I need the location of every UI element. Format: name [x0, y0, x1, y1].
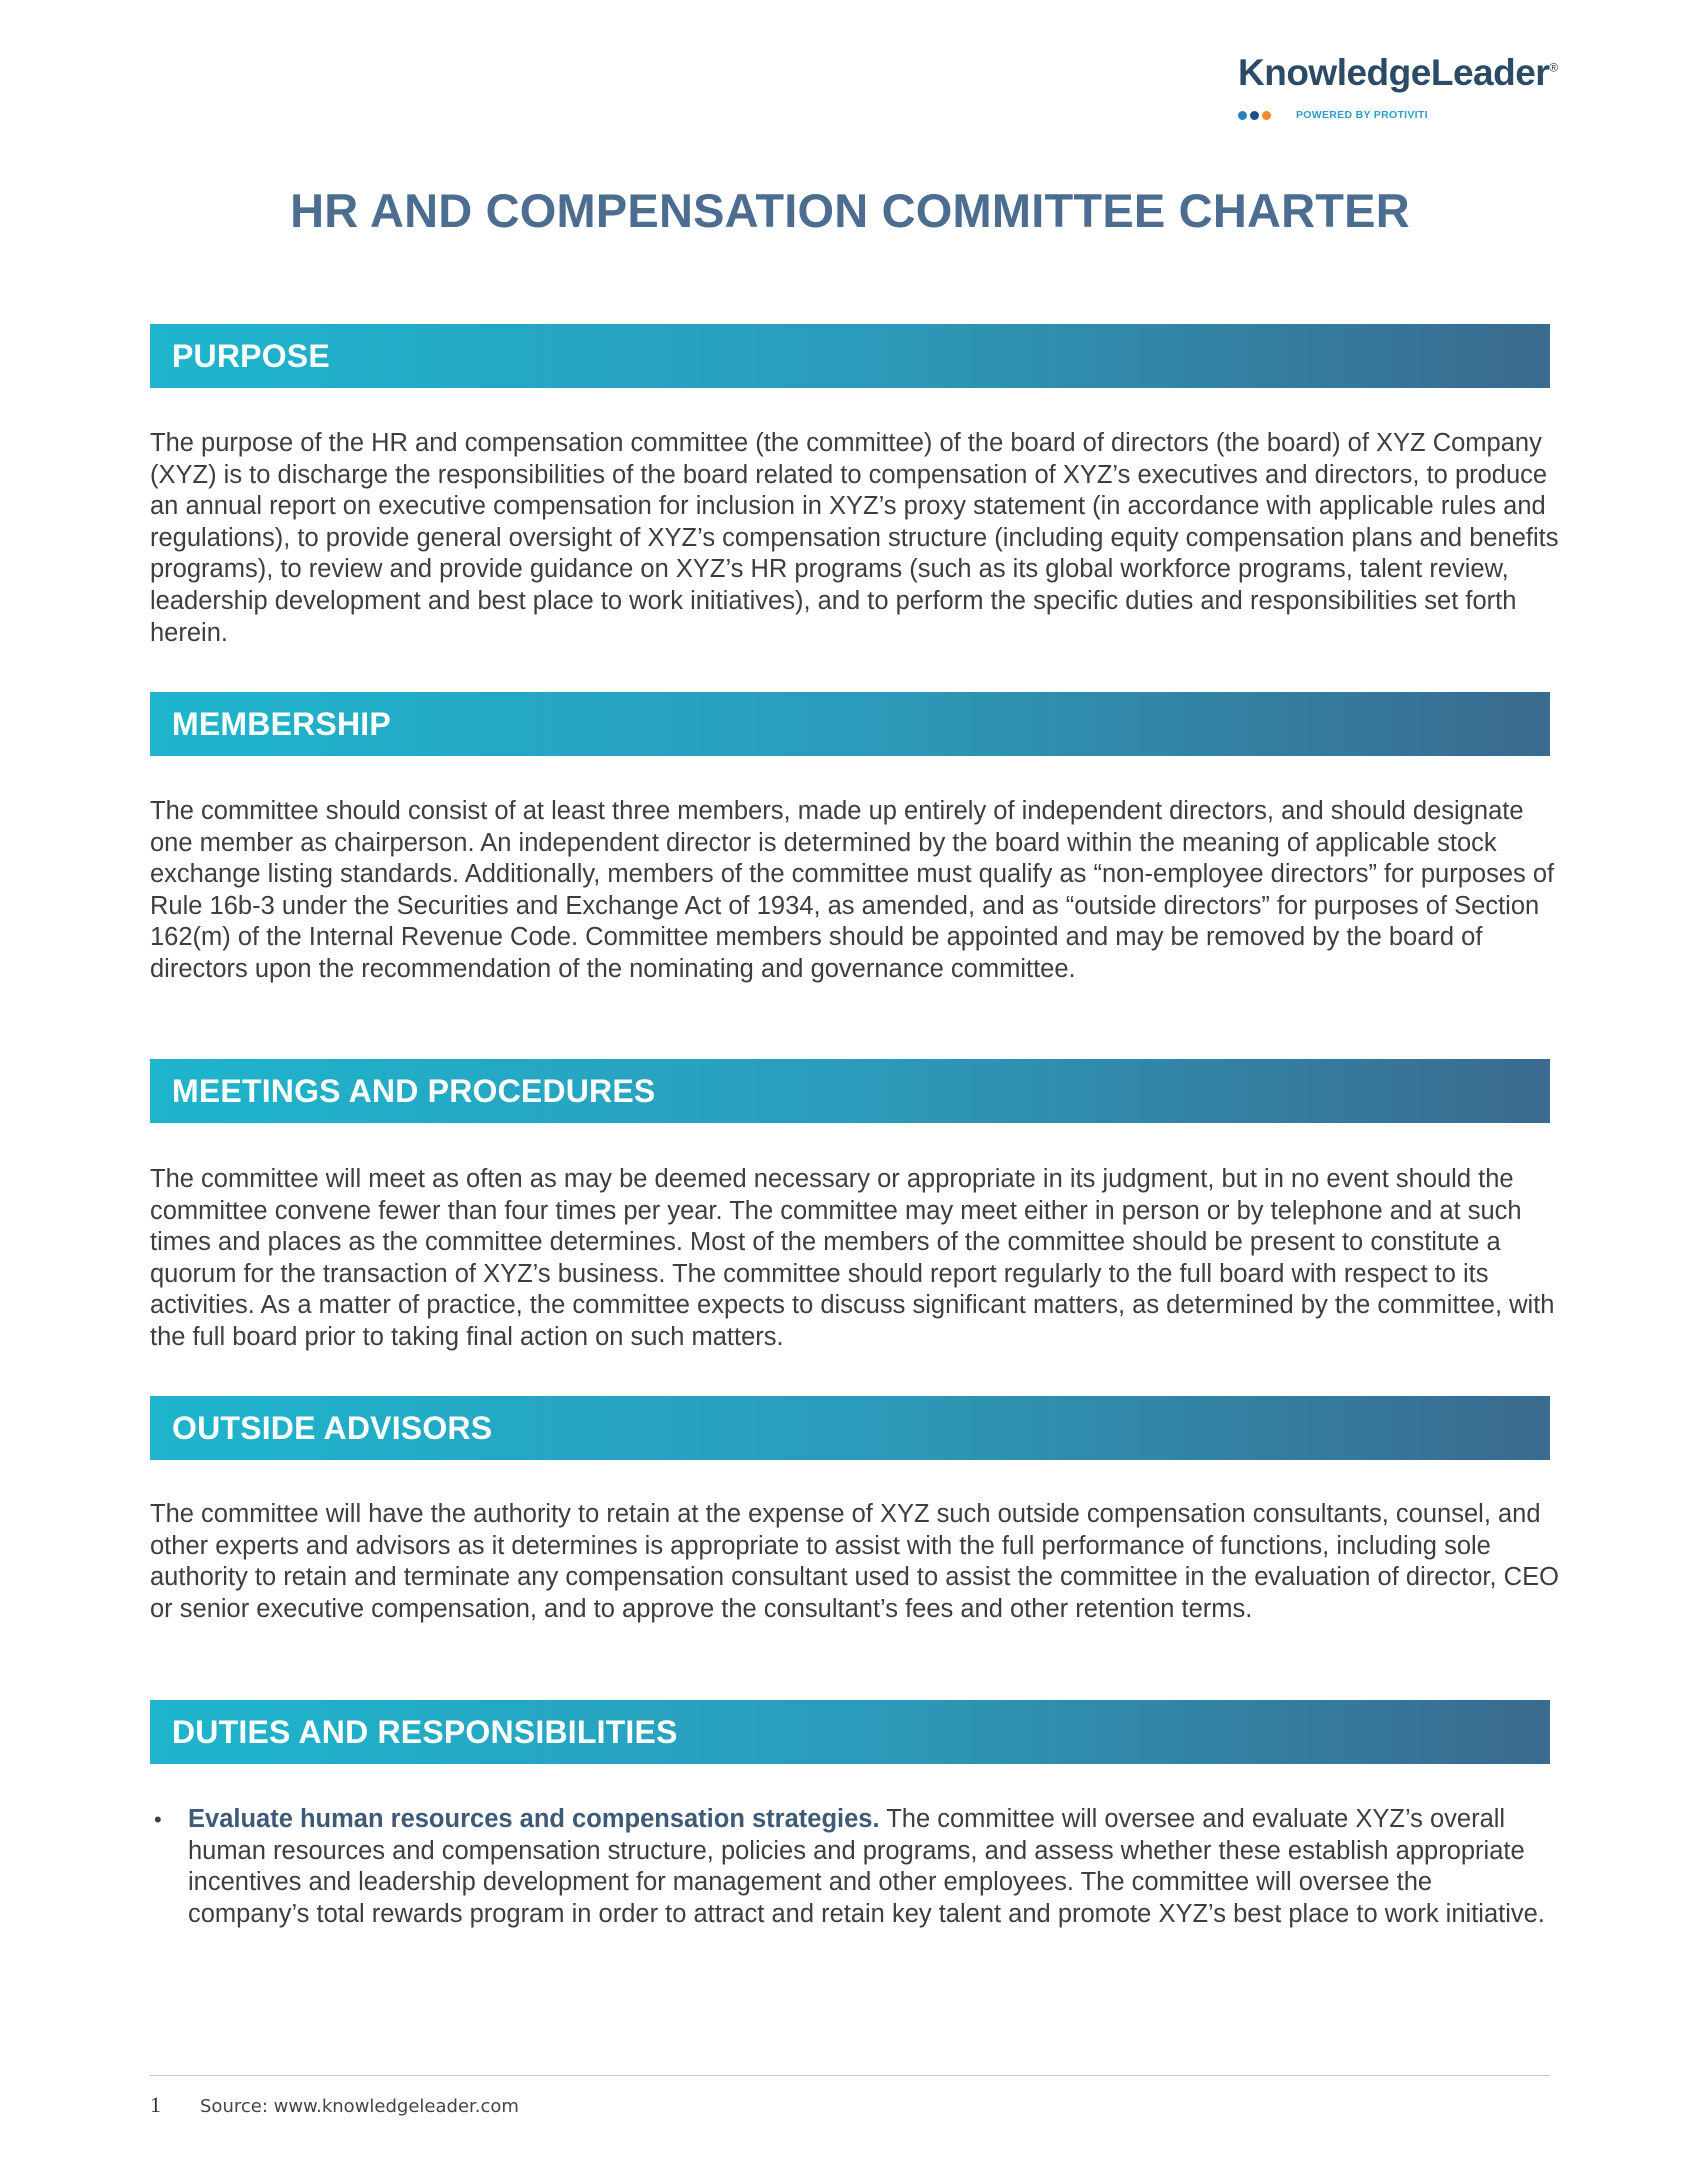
section-body-meetings: The committee will meet as often as may be deemed necessary or appropriate in its judgment, but in no event should the committee convene fewer than four times per year. The committee may meet either in person or by telephone and at such times and places as the committee determines. Most of the members of the committee should be present to constitute a quorum for the transaction of XYZ’s business. The committee should report regularly to the full board with respect to its activities. As a matter of practice, the committee expects to discuss significant matters, as determined by the committee, with the full board prior to taking final action on such matters.: [150, 1165, 1555, 1351]
section-heading-purpose: PURPOSE: [150, 324, 1550, 388]
section-heading-meetings: MEETINGS AND PROCEDURES: [150, 1059, 1550, 1123]
section-body-membership: The committee should consist of at least three members, made up entirely of independent directors, and should designate one member as chairperson. An independent director is determined by the board within the meaning of applicable stock exchange listing standards. Additionally, members of the committee must qualify as “non-employee directors” for purposes of Rule 16b-3 under the Securities and Exchange Act of 1934, as amended, and as “outside directors” for purposes of Section 162(m) of the Internal Revenue Code. Committee members should be appointed and may be removed by the board of directors upon the recommendation of the nominating and governance committee.: [150, 797, 1555, 983]
logo-wordmark-text: KnowledgeLeader: [1238, 52, 1550, 93]
section-body-advisors: The committee will have the authority to retain at the expense of XYZ such outside compensation consultants, counsel, and other experts and advisors as it determines is appropriate to assist with the full performance of functions, including sole authority to retain and terminate any compensation consultant used to assist the committee in the evaluation of director, CEO or senior executive compensation, and to approve the consultant’s fees and other retention terms.: [150, 1500, 1559, 1623]
footer-divider: [150, 2075, 1550, 2076]
list-item: [150, 1804, 1560, 1930]
section-heading-advisors: OUTSIDE ADVISORS: [150, 1396, 1550, 1460]
footer-source: Source: www.knowledgeleader.com: [200, 2096, 519, 2117]
section-body-purpose: The purpose of the HR and compensation committee (the committee) of the board of directors (the board) of XYZ Company (XYZ) is to discharge the responsibilities of the board related to compensation of XYZ’s executives and directors, to produce an annual report on executive compensation for inclusion in XYZ’s proxy statement (in accordance with applicable rules and regulations), to provide general oversight of XYZ’s compensation structure (including equity compensation plans and benefits programs), to review and provide guidance on XYZ’s HR programs (such as its global workforce programs, talent review, leadership development and best place to work initiatives), and to perform the specific duties and responsibilities set forth herein.: [150, 429, 1559, 647]
logo-dot-icon: [1250, 111, 1259, 120]
logo-wordmark: [1238, 52, 1568, 94]
knowledgeleader-logo: [1238, 52, 1568, 122]
list-item-body: The committee will oversee and evaluate XYZ’s overall human resources and compensation structure, policies and programs, and assess whether these establish appropriate incentives and leadership development for management and other employees. The committee will oversee the company’s total rewards program in order to attract and retain key talent and promote XYZ’s best place to work initiative.: [188, 1805, 1545, 1928]
logo-dot-icon: [1238, 111, 1247, 120]
logo-dot-icon: [1262, 111, 1271, 120]
list-item-text: [188, 1804, 1560, 1930]
list-item-lead: Evaluate human resources and compensation strategies.: [188, 1805, 880, 1833]
page-number: 1: [150, 2092, 161, 2117]
section-heading-duties: DUTIES AND RESPONSIBILITIES: [150, 1700, 1550, 1764]
logo-trademark: ®: [1549, 60, 1558, 75]
logo-subline: [1238, 108, 1568, 122]
bullet-icon: •: [154, 1807, 162, 1832]
logo-tagline: POWERED BY PROTIVITI: [1296, 109, 1428, 121]
section-heading-membership: MEMBERSHIP: [150, 692, 1550, 756]
document-title: HR AND COMPENSATION COMMITTEE CHARTER: [290, 184, 1410, 237]
